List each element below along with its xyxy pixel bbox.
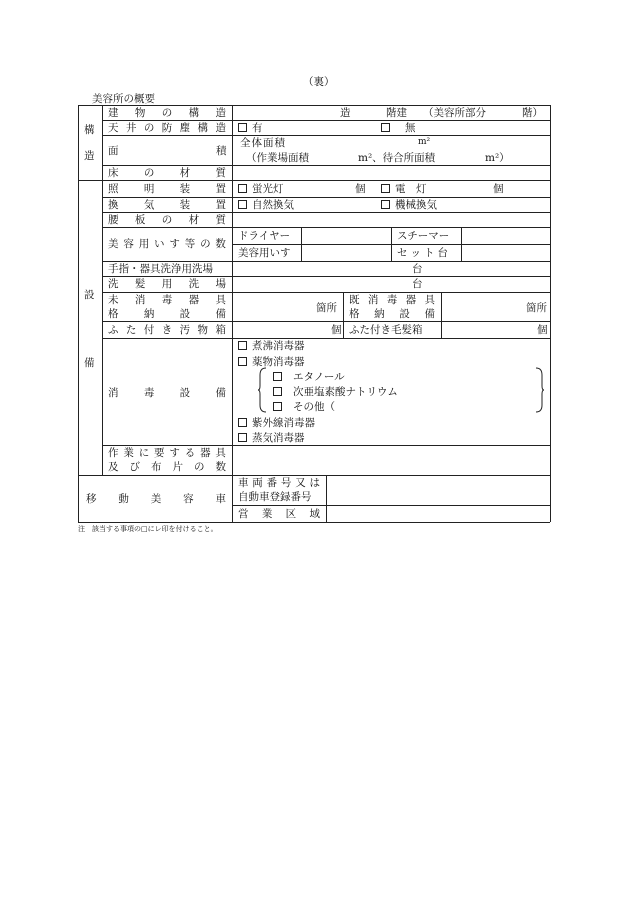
area-unit: m² [418, 137, 431, 147]
label-storage-undisinfected: 未 消 毒 器 具 [108, 294, 226, 306]
label-waste-bin: ふ た 付 き 汚 物 箱 [108, 324, 226, 336]
label-hair-wash: 洗 髪 用 洗 場 [108, 278, 226, 290]
lighting-option-bulb[interactable]: 電 灯 [381, 184, 427, 195]
label-disinfection: 消 毒 設 備 [108, 387, 226, 399]
label-vehicle-number: 車 両 番 号 又 は [238, 477, 320, 489]
lighting-option-fluorescent[interactable]: 蛍光灯 [238, 184, 284, 195]
checkbox-icon[interactable] [273, 372, 282, 381]
checkbox-icon[interactable] [238, 418, 247, 427]
left-bracket-icon [258, 367, 268, 413]
building-kai: 階） [522, 107, 543, 119]
label-tools-1: 作 業 に 要 す る 器 具 [108, 447, 226, 459]
label-building-structure: 建 物 の 構 造 [108, 107, 226, 119]
label-ventilation: 換 気 装 置 [108, 199, 226, 211]
label-area-char1: 面 [108, 145, 119, 157]
disinfect-sub-ethanol[interactable]: エタノール [273, 372, 345, 383]
label-tools-2: 及 び 布 片 の 数 [108, 461, 226, 473]
right-bracket-icon [534, 367, 544, 413]
bins-unit2: 個 [537, 324, 548, 336]
checkbox-icon[interactable] [273, 387, 282, 396]
chairs-set-table: セット台 [397, 247, 451, 259]
group-equipment-char1: 設 [84, 289, 95, 301]
checkbox-icon[interactable] [238, 433, 247, 442]
label-storage-facility2: 格 納 設 備 [349, 308, 435, 320]
checkbox-icon[interactable] [381, 123, 390, 132]
disinfect-option-boiling[interactable]: 煮沸消毒器 [238, 341, 305, 352]
area-work-prefix: （作業場面積 [246, 152, 309, 164]
footnote: 注 該当する事項の□にレ印を付けること。 [78, 525, 218, 533]
label-storage-facility1: 格 納 設 備 [108, 308, 226, 320]
storage-unit2: 箇所 [526, 302, 547, 314]
area-wait-suffix: m²） [485, 152, 510, 164]
label-business-area: 営 業 区 域 [238, 508, 320, 520]
ventilation-option-natural[interactable]: 自然換気 [238, 200, 294, 211]
checkbox-icon[interactable] [238, 123, 247, 132]
area-work-suffix: m²、待合所面積 [358, 152, 436, 164]
chairs-dryer: ドライヤー [238, 230, 291, 242]
disinfect-sub-other[interactable]: その他（ [273, 402, 335, 413]
checkbox-icon[interactable] [238, 200, 247, 209]
building-kaidate: 階建 [386, 107, 407, 119]
section-title: 美容所の概要 [92, 93, 155, 105]
group-structure-char2: 造 [84, 150, 95, 162]
disinfect-option-steam[interactable]: 蒸気消毒器 [238, 433, 305, 444]
building-salon-part: （美容所部分 [423, 107, 486, 119]
label-registration-number: 自動車登録番号 [238, 491, 312, 503]
disinfect-sub-hypochlorite[interactable]: 次亜塩素酸ナトリウム [273, 387, 398, 398]
building-zo: 造 [340, 107, 351, 119]
page-header: （裏） [303, 76, 335, 88]
label-floor: 床 の 材 質 [108, 167, 226, 179]
checkbox-icon[interactable] [381, 184, 390, 193]
checkbox-icon[interactable] [381, 200, 390, 209]
disinfect-option-uv[interactable]: 紫外線消毒器 [238, 418, 315, 429]
label-lighting: 照 明 装 置 [108, 183, 226, 195]
hand-wash-unit: 台 [412, 263, 423, 275]
label-mobile-salon: 移 動 美 容 車 [86, 493, 226, 505]
disinfect-option-chemical[interactable]: 薬物消毒器 [238, 357, 305, 368]
ventilation-option-mechanical[interactable]: 機械換気 [381, 200, 437, 211]
checkbox-icon[interactable] [238, 357, 247, 366]
lighting-unit1: 個 [355, 183, 366, 195]
group-structure-char1: 構 [84, 124, 95, 136]
checkbox-icon[interactable] [238, 341, 247, 350]
lighting-unit2: 個 [493, 183, 504, 195]
checkbox-icon[interactable] [273, 402, 282, 411]
bins-unit1: 個 [331, 324, 342, 336]
ceiling-option-no[interactable]: 無 [381, 123, 416, 134]
ceiling-option-yes[interactable]: 有 [238, 123, 263, 134]
area-total: 全体面積 [240, 137, 286, 149]
group-equipment-char2: 備 [84, 357, 95, 369]
label-ceiling: 天 井 の 防 塵 構 造 [108, 122, 226, 134]
label-storage-disinfected: 既 消 毒 器 具 [349, 294, 435, 306]
storage-unit1: 箇所 [316, 302, 337, 314]
chairs-chair: 美容用いす [238, 247, 291, 259]
label-wainscot: 腰 板 の 材 質 [108, 214, 226, 226]
chairs-steamer: スチーマー [397, 230, 450, 242]
hair-wash-unit: 台 [412, 278, 423, 290]
checkbox-icon[interactable] [238, 184, 247, 193]
label-area-char2: 積 [216, 145, 227, 157]
label-hand-wash: 手指・器具洗浄用洗場 [108, 263, 213, 275]
label-hair-bin: ふた付き毛髪箱 [349, 324, 423, 336]
label-chairs: 美 容 用 い す 等 の 数 [108, 238, 226, 250]
